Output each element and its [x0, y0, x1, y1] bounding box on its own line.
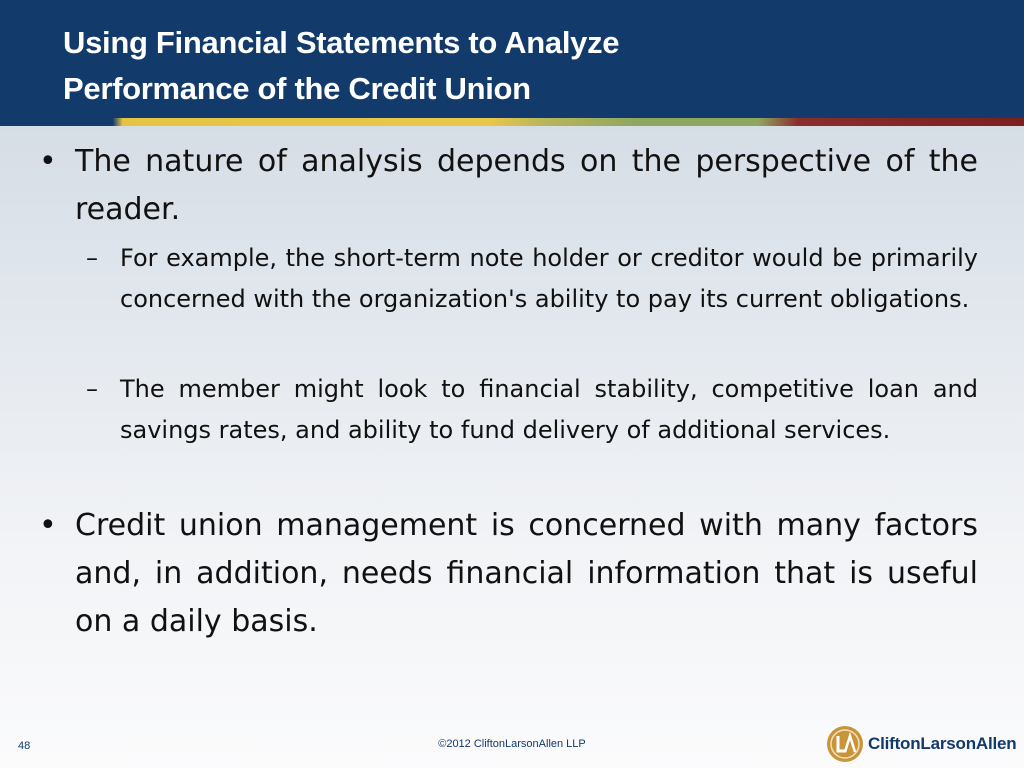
sub-bullet-1-text: For example, the short-term note holder or creditor would be primarily concerned with the organization's ability to pay its current obligations.	[120, 244, 978, 313]
page-number: 48	[18, 740, 31, 752]
sub-bullet-mark: –	[86, 375, 98, 403]
sub-bullet-2	[86, 369, 978, 451]
copyright-notice: ©2012 CliftonLarsonAllen LLP	[438, 738, 586, 750]
sub-bullet-mark: –	[86, 244, 98, 272]
bullet-mark: •	[39, 144, 57, 179]
sub-bullet-1	[86, 238, 978, 320]
logo-wordmark: CliftonLarsonAllen	[868, 734, 1017, 753]
bullet-mark: •	[39, 508, 57, 543]
sub-bullet-2-text: The member might look to financial stability, competitive loan and savings rates, and ability to fund delivery of additional services.	[120, 375, 978, 444]
bullet-1-text: The nature of analysis depends on the perspective of the reader.	[75, 144, 978, 227]
accent-stripe	[0, 118, 1024, 126]
bullet-2	[39, 502, 978, 646]
bullet-1	[39, 138, 978, 234]
company-logo	[826, 724, 1016, 764]
slide-title-line-2: Performance of the Credit Union	[63, 71, 531, 106]
slide-title	[63, 20, 619, 112]
cla-monogram-icon	[826, 725, 864, 763]
bullet-2-text: Credit union management is concerned with many factors and, in addition, needs financial information that is useful on a daily basis.	[75, 508, 978, 639]
title-banner	[0, 0, 1024, 118]
slide-title-line-1: Using Financial Statements to Analyze	[63, 25, 620, 60]
